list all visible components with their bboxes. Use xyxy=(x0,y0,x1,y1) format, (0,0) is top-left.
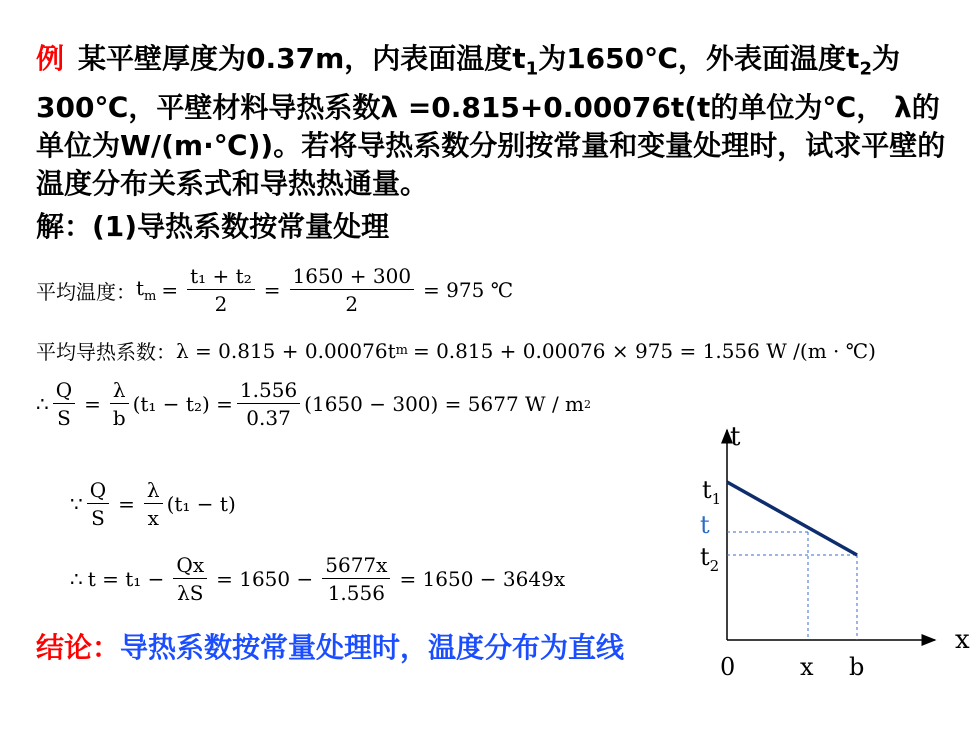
temperature-profile-line xyxy=(727,482,857,555)
temperature-distribution-equation: ∴ t = t₁ − $\frac{Qx}{\lambda S}$ = 1650 − $\frac{5677x}{1.556}$ = 1650 − 3649x xyxy=(70,553,566,605)
avg-conductivity-equation: 平均导热系数： λ = 0.815 + 0.00076t m = 0.815 + 0.00076 × 975 = 1.556 W /(m · ℃) xyxy=(36,338,876,364)
x-tick-label: x xyxy=(800,653,814,681)
t2-label: $t_2$ xyxy=(700,543,720,575)
conclusion-label: 结论： xyxy=(36,631,121,664)
solution-heading: 解：(1)导热系数按常量处理 xyxy=(36,210,390,243)
fraction: $\frac{1650 + 300}{2}$ xyxy=(290,264,415,316)
t1-label: $t_1$ xyxy=(702,476,722,508)
origin-label: 0 xyxy=(720,653,736,681)
t-mid-label: t xyxy=(700,511,710,539)
x-axis-label: x xyxy=(955,625,970,655)
fraction: $\frac{\text{t₁ + t₂}}{2}$ xyxy=(187,264,255,316)
conclusion-text: 导热系数按常量处理时，温度分布为直线 xyxy=(120,631,625,664)
problem-statement: 例 某平壁厚度为0.37m，内表面温度$t_1$为1650℃，外表面温度$t_2$为300℃，平壁材料导热系数λ =0.815+0.00076t(t的单位为℃， λ的单位为W/(m·℃))。若将导热系数分别按常量和变量处理时，试求平壁的温度分布关系式和导热热通量。 xyxy=(36,42,946,200)
b-tick-label: b xyxy=(849,653,865,681)
y-axis-label: t xyxy=(730,422,741,452)
example-label: 例 xyxy=(36,42,65,75)
heat-flux-equation: ∴ $\frac{Q}{S}$ = $\frac{\lambda}{b}$ (t₁ − t₂) = $\frac{1.556}{0.37}$ (1650 − 300) = 5677 W / m 2 xyxy=(36,378,592,430)
temperature-profile-diagram xyxy=(680,420,980,690)
conclusion xyxy=(36,630,686,666)
avg-temp-equation: 平均温度： $t_m$ = $\frac{\text{t₁ + t₂}}{2}$ = $\frac{1650 + 300}{2}$ = 975 ℃ xyxy=(36,264,514,316)
because-equation: ∵ $\frac{Q}{S}$ = $\frac{\lambda}{x}$ (t₁ − t) xyxy=(70,478,236,530)
